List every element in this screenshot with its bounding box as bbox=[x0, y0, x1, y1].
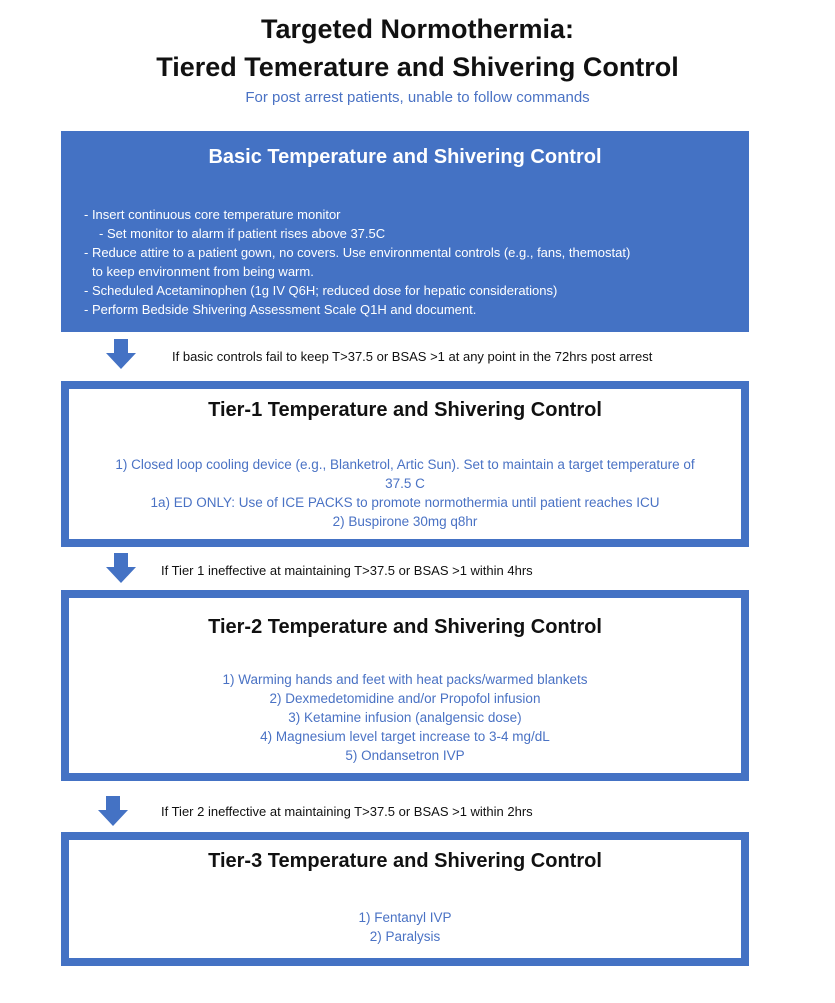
tier2-list bbox=[79, 670, 731, 765]
basic-item: - Reduce attire to a patient gown, no covers. Use environmental controls (e.g., fans, themostat) bbox=[84, 245, 631, 260]
tier3-box bbox=[61, 832, 749, 966]
tier1-item: 2) Buspirone 30mg q8hr bbox=[332, 514, 478, 529]
basic-control-box bbox=[61, 131, 749, 332]
down-arrow-icon bbox=[98, 796, 128, 826]
basic-control-title: Basic Temperature and Shivering Control bbox=[208, 146, 602, 168]
down-arrow-icon bbox=[106, 553, 136, 583]
basic-item: - Perform Bedside Shivering Assessment Scale Q1H and document. bbox=[84, 302, 477, 317]
tier2-box bbox=[61, 590, 749, 781]
tier2-item: 2) Dexmedetomidine and/or Propofol infusion bbox=[269, 691, 541, 706]
basic-item: to keep environment from being warm. bbox=[92, 264, 314, 279]
tier1-title: Tier-1 Temperature and Shivering Control bbox=[208, 399, 602, 421]
page-title-line-1: Targeted Normothermia: bbox=[260, 14, 575, 44]
tier3-title: Tier-3 Temperature and Shivering Control bbox=[208, 850, 602, 872]
basic-control-list bbox=[84, 205, 735, 319]
tier2-item: 4) Magnesium level target increase to 3-4 mg/dL bbox=[260, 729, 550, 744]
tier1-item: 1a) ED ONLY: Use of ICE PACKS to promote normothermia until patient reaches ICU bbox=[150, 495, 660, 510]
transition-text-tier2-to-tier3: If Tier 2 ineffective at maintaining T>37.5 or BSAS >1 within 2hrs bbox=[161, 804, 533, 819]
tier3-item: 1) Fentanyl IVP bbox=[358, 910, 452, 925]
tier2-item: 3) Ketamine infusion (analgensic dose) bbox=[288, 710, 522, 725]
basic-item: - Insert continuous core temperature monitor bbox=[84, 207, 341, 222]
tier3-item: 2) Paralysis bbox=[369, 929, 441, 944]
transition-text-tier1-to-tier2: If Tier 1 ineffective at maintaining T>37.5 or BSAS >1 within 4hrs bbox=[161, 563, 533, 578]
tier2-title: Tier-2 Temperature and Shivering Control bbox=[208, 616, 602, 638]
tier1-item: 37.5 C bbox=[385, 476, 425, 491]
page-title-line-2: Tiered Temerature and Shivering Control bbox=[156, 52, 679, 82]
tier2-item: 1) Warming hands and feet with heat packs/warmed blankets bbox=[222, 672, 588, 687]
tier1-box bbox=[61, 381, 749, 547]
basic-item: - Set monitor to alarm if patient rises above 37.5C bbox=[99, 226, 386, 241]
page-subtitle: For post arrest patients, unable to follow commands bbox=[245, 89, 590, 106]
tier1-list bbox=[79, 455, 731, 531]
tier1-item: 1) Closed loop cooling device (e.g., Blanketrol, Artic Sun). Set to maintain a target temperature of bbox=[115, 457, 695, 472]
tier2-item: 5) Ondansetron IVP bbox=[345, 748, 465, 763]
down-arrow-icon bbox=[106, 339, 136, 369]
basic-item: - Scheduled Acetaminophen (1g IV Q6H; reduced dose for hepatic considerations) bbox=[84, 283, 558, 298]
tier3-list bbox=[79, 908, 731, 946]
transition-text-basic-to-tier1: If basic controls fail to keep T>37.5 or BSAS >1 at any point in the 72hrs post arrest bbox=[172, 349, 653, 364]
